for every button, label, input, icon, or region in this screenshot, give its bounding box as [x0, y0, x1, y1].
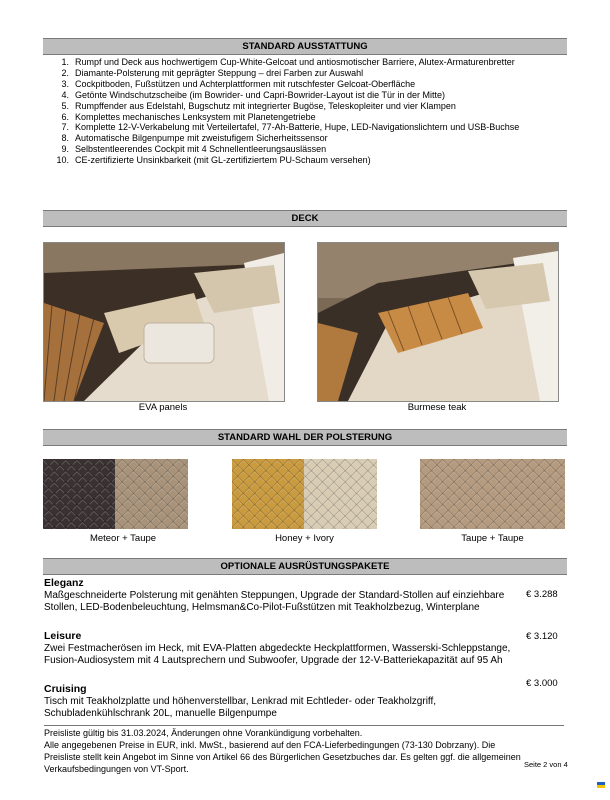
standard-item-number: 5. [61, 100, 69, 111]
footer-notes [44, 727, 524, 775]
standard-item [55, 57, 535, 68]
footer-terms: Alle angegebenen Preise in EUR, inkl. MwSt., basierend auf den FCA-Lieferbedingungen (73-130 Dobrzany). Die Preisliste stellt kein Angebot im Sinne von Artikel 66 des Bürgerlichen Gesetzbuches dar. Es gelten ggf. die allgemeinen Verkaufsbedingungen von VT-Sport. [44, 740, 521, 774]
standard-item-number: 9. [61, 144, 69, 155]
standard-item-text: Cockpitboden, Fußstützen und Achterplattformen mit rutschfester Gelcoat-Oberfläche [75, 78, 416, 89]
deck-photo-burmese-teak [317, 242, 559, 402]
standard-item-number: 2. [61, 67, 69, 78]
package-name: Cruising [44, 683, 87, 695]
package-eleganz [44, 577, 514, 615]
package-cruising [44, 683, 514, 721]
footer-validity: Preisliste gültig bis 31.03.2024, Änderungen ohne Vorankündigung vorbehalten. [44, 728, 363, 738]
standard-item-text: Diamante-Polsterung mit geprägter Steppung – drei Farben zur Auswahl [75, 67, 364, 78]
standard-item-text: Getönte Windschutzscheibe (im Bowrider- und Capri-Bowrider-Layout ist die Tür in der Mitte) [75, 89, 445, 100]
standard-item [55, 90, 535, 101]
standard-equipment-list [55, 57, 535, 166]
package-description: Zwei Festmacherösen im Heck, mit EVA-Platten abgedeckte Heckplattformen, Wasserski-Schleppstange, Fusion-Audiosystem mit 4 Lautsprechern und Subwoofer, Upgrade der 12-V-Batteriekapazität auf 95 Ah [44, 642, 511, 667]
standard-item-number: 6. [61, 111, 69, 122]
standard-item [55, 122, 535, 133]
section-header-optional: OPTIONALE AUSRÜSTUNGSPAKETE [43, 558, 567, 575]
section-header-standard: STANDARD AUSSTATTUNG [43, 38, 567, 55]
standard-item-text: Rumpf und Deck aus hochwertigem Cup-White-Gelcoat und antiosmotischer Barriere, Alutex-Armaturenbretter [75, 57, 515, 67]
swatch-caption-3: Taupe + Taupe [461, 533, 524, 544]
standard-item [55, 133, 535, 144]
swatch-caption-2: Honey + Ivory [275, 533, 334, 544]
standard-item-number: 10. [56, 155, 69, 166]
standard-item-number: 3. [61, 78, 69, 89]
swatch-meteor-taupe [43, 459, 188, 529]
package-name: Leisure [44, 630, 82, 642]
standard-item [55, 155, 535, 166]
standard-item-text: Rumpffender aus Edelstahl, Bugschutz mit integrierter Bugöse, Teleskopleiter und vier Klampen [75, 100, 456, 111]
standard-item-text: Selbstentleerendes Cockpit mit 4 Schnellentleerungsauslässen [75, 144, 327, 155]
deck-caption-eva: EVA panels [138, 402, 188, 413]
package-price-eleganz: € 3.288 [526, 589, 558, 600]
page-number: Seite 2 von 4 [524, 760, 568, 769]
package-price-leisure: € 3.120 [526, 631, 558, 642]
package-name: Eleganz [44, 577, 84, 589]
swatch-honey-ivory [232, 459, 377, 529]
standard-item-number: 4. [61, 89, 69, 100]
standard-item-number: 1. [61, 57, 69, 67]
standard-item-text: Automatische Bilgenpumpe mit zweistufigem Sicherheitssensor [75, 133, 328, 144]
package-price-cruising: € 3.000 [526, 678, 558, 689]
package-description: Tisch mit Teakholzplatte und höhenverstellbar, Lenkrad mit Echtleder- oder Teakholzgriff, Schubladenkühlschrank 20L, manuelle Bilgenpumpe [44, 695, 437, 720]
standard-item-text: CE-zertifizierte Unsinkbarkeit (mit GL-zertifiziertem PU-Schaum versehen) [75, 155, 371, 166]
swatch-caption-1: Meteor + Taupe [89, 533, 157, 544]
standard-item-number: 8. [61, 133, 69, 144]
package-leisure [44, 630, 514, 668]
standard-item [55, 68, 535, 79]
package-description: Maßgeschneiderte Polsterung mit genähten Steppungen, Upgrade der Standard-Stollen auf einziehbare Stollen, LED-Bodenbeleuchtung, Helmsman&Co-Pilot-Fußstützen mit Teakholzbezug, Winterplane [44, 589, 505, 614]
standard-item [55, 101, 535, 112]
footer-divider [44, 725, 564, 726]
section-header-upholstery: STANDARD WAHL DER POLSTERUNG [43, 429, 567, 446]
standard-item-number: 7. [61, 122, 69, 133]
deck-caption-teak: Burmese teak [407, 402, 467, 413]
section-header-deck: DECK [43, 210, 567, 227]
swatch-taupe-taupe [420, 459, 565, 529]
standard-item-text: Komplettes mechanisches Lenksystem mit Planetengetriebe [75, 111, 316, 122]
standard-item [55, 144, 535, 155]
standard-item [55, 79, 535, 90]
flag-icon [597, 782, 605, 788]
standard-item-text: Komplette 12-V-Verkabelung mit Verteilertafel, 77-Ah-Batterie, Hupe, LED-Navigationslichtern und USB-Buchse [75, 122, 520, 133]
standard-item [55, 112, 535, 123]
deck-photo-eva-panels [43, 242, 285, 402]
